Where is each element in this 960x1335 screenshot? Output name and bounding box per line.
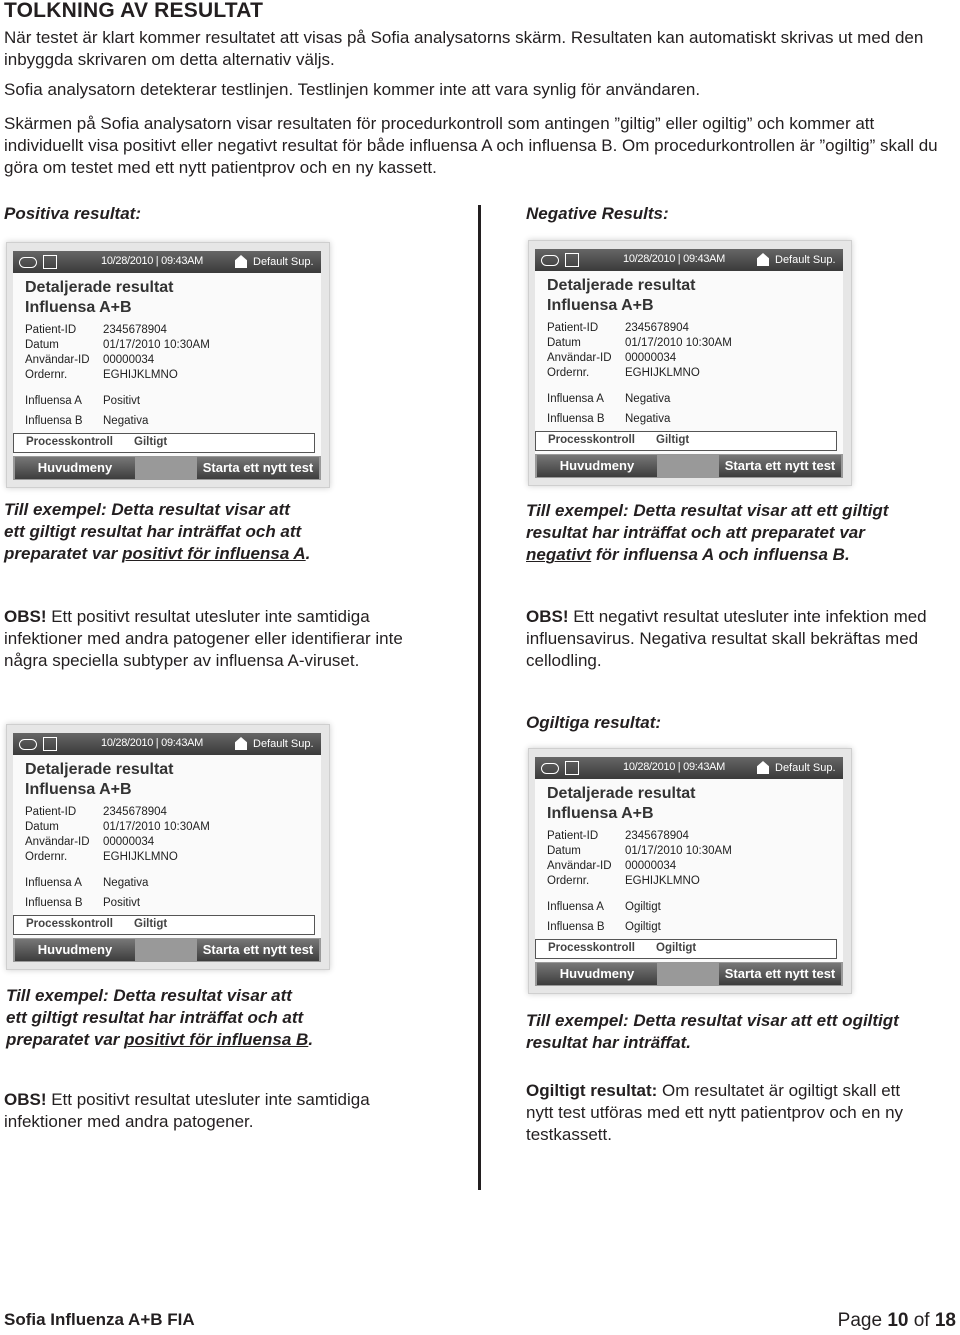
order-value: EGHIJKLMNO [103, 369, 178, 381]
screen-heading: Detaljerade resultat [547, 785, 696, 802]
page-title: TOLKNING AV RESULTAT [4, 0, 264, 22]
note-negative: OBS! Ett negativt resultat utesluter inte infektion med influensavirus. Negativa resultat skall bekräftas med cellodling. [526, 607, 927, 670]
screen-positive-a [6, 242, 330, 488]
document-icon[interactable] [565, 761, 579, 775]
date-label: Datum [25, 339, 59, 351]
intro-paragraph-3: Skärmen på Sofia analysatorn visar resultaten för procedurkontroll som antingen ”giltig” eller ogiltig” och kommer att individuellt visa positivt eller negativt resultat för både influensa A och influensa B. Om procedurkontrollen är ”ogiltig” skall du göra om testet med ett nytt patientprov och en ny kassett. [4, 114, 938, 177]
screen-datetime: 10/28/2010 | 09:43AM [623, 253, 726, 265]
main-menu-button[interactable]: Huvudmeny [15, 457, 135, 479]
user-id-value: 00000034 [625, 352, 677, 364]
patient-id-value: 2345678904 [103, 806, 167, 818]
caption-invalid: Till exempel: Detta resultat visar att ett ogiltigt resultat har inträffat. [526, 1011, 899, 1052]
patient-id-value: 2345678904 [103, 324, 167, 336]
screen-subheading: Influensa A+B [25, 781, 132, 798]
screen-supervisor: Default Sup. [253, 738, 314, 750]
screen-heading: Detaljerade resultat [547, 277, 696, 294]
footer-product: Sofia Influenza A+B FIA [4, 1310, 195, 1329]
procedure-control-row: Processkontroll Giltigt [13, 433, 315, 453]
patient-id-label: Patient-ID [547, 322, 599, 334]
note-positive-a: OBS! Ett positivt resultat utesluter inte samtidiga infektioner med andra patogener eller identifierar inte några speciella subtyper av influensa A-viruset. [4, 607, 403, 670]
document-icon[interactable] [43, 255, 57, 269]
date-label: Datum [25, 821, 59, 833]
note-invalid: Ogiltigt resultat: Om resultatet är ogiltigt skall ett nytt test utföras med ett nytt patientprov och en ny testkassett. [526, 1081, 904, 1144]
screen-subheading: Influensa A+B [25, 299, 132, 316]
influenza-a-row: Influensa A Ogiltigt [547, 901, 661, 913]
date-value: 01/17/2010 10:30AM [625, 845, 732, 857]
intro-paragraph-1: När testet är klart kommer resultatet att visas på Sofia analysatorns skärm. Resultaten kan automatiskt skrivas ut med den inbyggda skrivaren om detta alternativ väljs. [4, 28, 924, 69]
screen-button-bar [535, 962, 843, 986]
screen-subheading: Influensa A+B [547, 297, 654, 314]
order-label: Ordernr. [547, 875, 590, 887]
order-label: Ordernr. [25, 369, 68, 381]
column-divider [478, 205, 481, 1190]
invalid-results-heading: Ogiltiga resultat: [526, 713, 662, 732]
screen-heading: Detaljerade resultat [25, 761, 174, 778]
date-value: 01/17/2010 10:30AM [625, 337, 732, 349]
patient-id-value: 2345678904 [625, 830, 689, 842]
screen-subheading: Influensa A+B [547, 805, 654, 822]
screen-status-bar [13, 733, 321, 755]
screen-negative [528, 240, 852, 486]
screen-body [535, 779, 843, 962]
caption-positive-b: Till exempel: Detta resultat visar att ett giltigt resultat har inträffat och att preparatet var positivt för influensa B. [6, 986, 314, 1049]
user-icon [757, 761, 769, 774]
influenza-b-row: Influensa B Ogiltigt [547, 921, 661, 933]
user-id-label: Användar-ID [25, 836, 90, 848]
user-icon [235, 255, 247, 268]
order-label: Ordernr. [25, 851, 68, 863]
date-value: 01/17/2010 10:30AM [103, 821, 210, 833]
procedure-control-row: Processkontroll Ogiltigt [535, 939, 837, 959]
printer-icon[interactable] [541, 763, 559, 774]
main-menu-button[interactable]: Huvudmeny [537, 455, 657, 477]
intro-paragraph-2: Sofia analysatorn detekterar testlinjen. Testlinjen kommer inte att vara synlig för användaren. [4, 80, 701, 99]
screen-datetime: 10/28/2010 | 09:43AM [101, 737, 204, 749]
order-label: Ordernr. [547, 367, 590, 379]
date-label: Datum [547, 337, 581, 349]
screen-datetime: 10/28/2010 | 09:43AM [101, 255, 204, 267]
positive-results-heading: Positiva resultat: [4, 204, 141, 223]
screen-button-bar [13, 456, 321, 480]
screen-body [535, 271, 843, 454]
printer-icon[interactable] [541, 255, 559, 266]
caption-positive-a: Till exempel: Detta resultat visar att ett giltigt resultat har inträffat och att preparatet var positivt för influensa A. [4, 500, 311, 563]
screen-supervisor: Default Sup. [775, 254, 836, 266]
screen-positive-b [6, 724, 330, 970]
influenza-b-row: Influensa B Negativa [25, 415, 149, 427]
main-menu-button[interactable]: Huvudmeny [537, 963, 657, 985]
influenza-b-row: Influensa B Negativa [547, 413, 671, 425]
new-test-button[interactable]: Starta ett nytt test [719, 455, 841, 477]
screen-supervisor: Default Sup. [253, 256, 314, 268]
negative-results-heading: Negative Results: [526, 204, 669, 223]
caption-negative: Till exempel: Detta resultat visar att ett giltigt resultat har inträffat och att preparatet var negativt för influensa A och influensa B. [526, 501, 889, 564]
order-value: EGHIJKLMNO [625, 875, 700, 887]
main-menu-button[interactable]: Huvudmeny [15, 939, 135, 961]
influenza-b-row: Influensa B Positivt [25, 897, 141, 909]
printer-icon[interactable] [19, 257, 37, 268]
user-id-label: Användar-ID [547, 352, 612, 364]
patient-id-label: Patient-ID [25, 806, 77, 818]
influenza-a-row: Influensa A Positivt [25, 395, 141, 407]
footer-page-number: Page 10 of 18 [837, 1310, 956, 1331]
date-label: Datum [547, 845, 581, 857]
screen-status-bar [535, 757, 843, 779]
influenza-a-row: Influensa A Negativa [25, 877, 149, 889]
date-value: 01/17/2010 10:30AM [103, 339, 210, 351]
user-icon [235, 737, 247, 750]
note-positive-b: OBS! Ett positivt resultat utesluter inte samtidiga infektioner med andra patogener. [4, 1090, 370, 1131]
screen-button-bar [13, 938, 321, 962]
user-id-value: 00000034 [103, 836, 155, 848]
patient-id-label: Patient-ID [25, 324, 77, 336]
screen-status-bar [13, 251, 321, 273]
influenza-a-row: Influensa A Negativa [547, 393, 671, 405]
patient-id-label: Patient-ID [547, 830, 599, 842]
document-icon[interactable] [43, 737, 57, 751]
screen-invalid [528, 748, 852, 994]
screen-body [13, 755, 321, 938]
screen-body [13, 273, 321, 456]
screen-heading: Detaljerade resultat [25, 279, 174, 296]
new-test-button[interactable]: Starta ett nytt test [719, 963, 841, 985]
procedure-control-row: Processkontroll Giltigt [13, 915, 315, 935]
procedure-control-row: Processkontroll Giltigt [535, 431, 837, 451]
screen-datetime: 10/28/2010 | 09:43AM [623, 761, 726, 773]
user-id-value: 00000034 [103, 354, 155, 366]
new-test-button[interactable]: Starta ett nytt test [197, 939, 319, 961]
patient-id-value: 2345678904 [625, 322, 689, 334]
document-icon[interactable] [565, 253, 579, 267]
screen-supervisor: Default Sup. [775, 762, 836, 774]
user-id-label: Användar-ID [25, 354, 90, 366]
screen-status-bar [535, 249, 843, 271]
new-test-button[interactable]: Starta ett nytt test [197, 457, 319, 479]
screen-button-bar [535, 454, 843, 478]
user-id-label: Användar-ID [547, 860, 612, 872]
user-id-value: 00000034 [625, 860, 677, 872]
user-icon [757, 253, 769, 266]
printer-icon[interactable] [19, 739, 37, 750]
order-value: EGHIJKLMNO [103, 851, 178, 863]
order-value: EGHIJKLMNO [625, 367, 700, 379]
